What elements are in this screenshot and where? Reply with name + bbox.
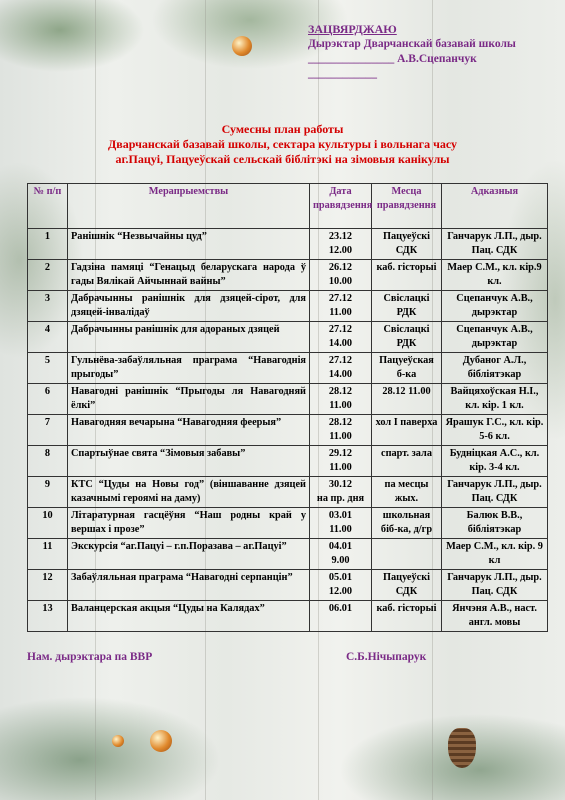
cell-place [372, 260, 442, 291]
header-responsible: Адказныя [442, 184, 548, 229]
row-number: 5 [44, 355, 51, 366]
cell-date [310, 446, 372, 477]
event-responsible: Ганчарук Л.П., дыр. Пац. СДК [447, 479, 542, 504]
cell-place [372, 229, 442, 260]
event-date: 28.12 [328, 417, 353, 428]
event-name: Гульнёва-забаўляльная праграма “Навагоднія прыгоды” [71, 355, 306, 380]
event-responsible: Дубаног А.Л., бібліятэкар [462, 355, 527, 380]
header-date: Дата правядзення [310, 184, 372, 229]
cell-responsible [442, 322, 548, 353]
event-time: 10.00 [328, 276, 353, 287]
cell-event [68, 384, 310, 415]
event-time: 14.00 [328, 369, 353, 380]
cell-responsible [442, 477, 548, 508]
cell-responsible [442, 508, 548, 539]
row-number: 3 [44, 293, 51, 304]
cell-responsible [442, 260, 548, 291]
table-row [28, 539, 548, 570]
event-date: 23.12 [328, 231, 353, 242]
cell-num [28, 260, 68, 291]
footer-position: Нам. дырэктара па ВВР [27, 651, 153, 663]
cell-event [68, 415, 310, 446]
event-date: 30.12 [328, 479, 353, 490]
row-number: 7 [44, 417, 51, 428]
cell-responsible [442, 570, 548, 601]
cell-place [372, 601, 442, 632]
table-row [28, 477, 548, 508]
row-number: 9 [44, 479, 51, 490]
event-time: 11.00 [329, 524, 352, 535]
cell-date [310, 322, 372, 353]
cell-place [372, 322, 442, 353]
row-number: 8 [44, 448, 51, 459]
cell-date [310, 415, 372, 446]
cell-event [68, 446, 310, 477]
event-name: Ранішнік “Незвычайны цуд” [71, 231, 207, 242]
event-name: Гадзіна памяці “Генацыд беларускага народа ў гады Вялікай Айчыннай вайны” [71, 262, 306, 287]
event-date: 06.01 [328, 603, 353, 614]
cell-place [372, 508, 442, 539]
event-time: на пр. дня [316, 493, 365, 504]
cell-num [28, 229, 68, 260]
event-time: 11.00 [329, 307, 352, 318]
ornament-decoration [232, 36, 252, 56]
cell-responsible [442, 291, 548, 322]
cell-responsible [442, 601, 548, 632]
approval-signature: _______________ А.В.Сцепанчук [308, 53, 477, 65]
row-number: 2 [44, 262, 51, 273]
cell-event [68, 508, 310, 539]
event-name: Спартыўнае свята “Зімовыя забавы” [71, 448, 246, 459]
event-responsible: Ярашук Г.С., кл. кір. 5-6 кл. [445, 417, 544, 442]
event-date: 29.12 [328, 448, 353, 459]
event-place: Пацуеўская б-ка [379, 355, 434, 380]
cell-event [68, 477, 310, 508]
event-place: каб. гісторыі [376, 603, 437, 614]
event-name: КТС “Цуды на Новы год” (віншаванне дзяцей казачнымі героямі на даму) [71, 479, 306, 504]
approval-date-line: ____________ [308, 68, 377, 80]
event-name: Дабрачынны ранішнік для дзяцей-сірот, для дзяцей-інвалідаў [71, 293, 306, 318]
cell-place [372, 291, 442, 322]
cell-num [28, 322, 68, 353]
cell-date [310, 570, 372, 601]
event-responsible: Маер С.М., кл. кір. 9 кл [446, 541, 543, 566]
events-table [27, 183, 548, 632]
approval-position: Дырэктар Дварчанскай базавай школы [308, 38, 516, 50]
cell-event [68, 260, 310, 291]
cell-place [372, 384, 442, 415]
cell-date [310, 260, 372, 291]
event-responsible: Ганчарук Л.П., дыр. Пац. СДК [447, 572, 542, 597]
ornament-decoration [150, 730, 172, 752]
approval-title: ЗАЦВЯРДЖАЮ [308, 22, 397, 36]
event-place: Свіслацкі РДК [383, 324, 430, 349]
cell-date [310, 508, 372, 539]
row-number: 10 [42, 510, 53, 521]
table-row [28, 229, 548, 260]
event-date: 27.12 [328, 293, 353, 304]
table-row [28, 291, 548, 322]
cell-num [28, 477, 68, 508]
cell-place [372, 477, 442, 508]
approval-block [308, 22, 538, 82]
cell-num [28, 353, 68, 384]
cell-num [28, 570, 68, 601]
cell-responsible [442, 229, 548, 260]
event-time: 12.00 [328, 245, 353, 256]
event-time: 11.00 [329, 462, 352, 473]
cell-place [372, 353, 442, 384]
plan-title-line: аг.Пацуі, Пацуеўскай сельскай біблітэкі на зімовыя канікулы [115, 152, 450, 166]
event-date: 05.01 [328, 572, 353, 583]
event-time: 12.00 [328, 586, 353, 597]
event-responsible: Сцепанчук А.В., дырэктар [456, 324, 533, 349]
cell-place [372, 539, 442, 570]
cell-event [68, 601, 310, 632]
cell-date [310, 384, 372, 415]
event-place: па месцы жых. [384, 479, 429, 504]
plan-title [0, 122, 565, 167]
cell-event [68, 291, 310, 322]
plan-title-line: Сумесны план работы [221, 122, 344, 136]
cell-date [310, 477, 372, 508]
table-row [28, 353, 548, 384]
event-responsible: Сцепанчук А.В., дырэктар [456, 293, 533, 318]
event-name: Экскурсія “аг.Пацуі – г.п.Поразава – аг.Пацуі” [71, 541, 287, 552]
row-number: 13 [42, 603, 53, 614]
event-date: 27.12 [328, 324, 353, 335]
cell-place [372, 415, 442, 446]
cell-date [310, 601, 372, 632]
event-time: 11.00 [329, 400, 352, 411]
pine-cone-decoration [448, 728, 476, 768]
cell-place [372, 570, 442, 601]
event-name: Дабрачынны ранішнік для адораных дзяцей [71, 324, 280, 335]
cell-event [68, 353, 310, 384]
header-event: Мерапрыемствы [68, 184, 310, 229]
cell-num [28, 415, 68, 446]
cell-responsible [442, 446, 548, 477]
ornament-decoration [112, 735, 124, 747]
row-number: 11 [42, 541, 53, 552]
cell-responsible [442, 415, 548, 446]
header-num: № п/п [28, 184, 68, 229]
event-name: Валанцерская акцыя “Цуды на Калядах” [71, 603, 265, 614]
row-number: 1 [44, 231, 51, 242]
row-number: 12 [42, 572, 53, 583]
event-date: 28.12 [328, 386, 353, 397]
table-row [28, 570, 548, 601]
cell-responsible [442, 353, 548, 384]
event-responsible: Балюк В.В., бібліятэкар [466, 510, 523, 535]
event-place: Пацуеўскі СДК [382, 231, 430, 256]
footer-name: С.Б.Нічыпарук [346, 651, 427, 663]
event-date: 04.01 [328, 541, 353, 552]
event-date: 26.12 [328, 262, 353, 273]
cell-place [372, 446, 442, 477]
table-row [28, 415, 548, 446]
table-row [28, 384, 548, 415]
cell-date [310, 353, 372, 384]
event-place: спарт. зала [381, 448, 432, 459]
cell-date [310, 539, 372, 570]
header-place: Месца правядзення [372, 184, 442, 229]
event-place: 28.12 11.00 [382, 386, 431, 397]
event-place: хол І паверха [375, 417, 438, 428]
event-name: Літаратурная гасцёўня “Наш родны край у вершах і прозе” [71, 510, 306, 535]
event-place: каб. гісторыі [376, 262, 437, 273]
event-date: 03.01 [328, 510, 353, 521]
plan-title-line: Дварчанскай базавай школы, сектара культуры і вольнага часу [107, 137, 458, 151]
event-place: Пацуеўскі СДК [382, 572, 430, 597]
cell-num [28, 539, 68, 570]
table-row [28, 446, 548, 477]
table-header-row [28, 184, 548, 229]
event-responsible: Вайцяхоўская Н.І., кл. кір. 1 кл. [450, 386, 539, 411]
event-responsible: Маер С.М., кл. кір.9 кл. [447, 262, 542, 287]
event-name: Забаўляльная праграма “Навагодні серпанцін” [71, 572, 293, 583]
cell-num [28, 446, 68, 477]
cell-date [310, 229, 372, 260]
event-time: 11.00 [329, 431, 352, 442]
event-name: Навагодні ранішнік “Прыгоды ля Навагодняй ёлкі” [71, 386, 306, 411]
cell-event [68, 570, 310, 601]
event-name: Навагодняя вечарына “Навагодняя феерыя” [71, 417, 282, 428]
event-time: 9.00 [331, 555, 350, 566]
event-responsible: Ганчарук Л.П., дыр. Пац. СДК [447, 231, 542, 256]
table-row [28, 260, 548, 291]
event-place: школьная біб-ка, д/гр [380, 510, 433, 535]
cell-num [28, 601, 68, 632]
cell-event [68, 229, 310, 260]
cell-num [28, 508, 68, 539]
cell-event [68, 539, 310, 570]
event-responsible: Будніцкая А.С., кл. кір. 3-4 кл. [449, 448, 540, 473]
cell-responsible [442, 539, 548, 570]
table-row [28, 322, 548, 353]
event-place: Свіслацкі РДК [383, 293, 430, 318]
cell-date [310, 291, 372, 322]
row-number: 6 [44, 386, 51, 397]
event-date: 27.12 [328, 355, 353, 366]
row-number: 4 [44, 324, 51, 335]
cell-num [28, 384, 68, 415]
cell-responsible [442, 384, 548, 415]
cell-num [28, 291, 68, 322]
table-row [28, 601, 548, 632]
event-responsible: Янчэня А.В., наст. англ. мовы [452, 603, 537, 628]
table-row [28, 508, 548, 539]
event-time: 14.00 [328, 338, 353, 349]
cell-event [68, 322, 310, 353]
